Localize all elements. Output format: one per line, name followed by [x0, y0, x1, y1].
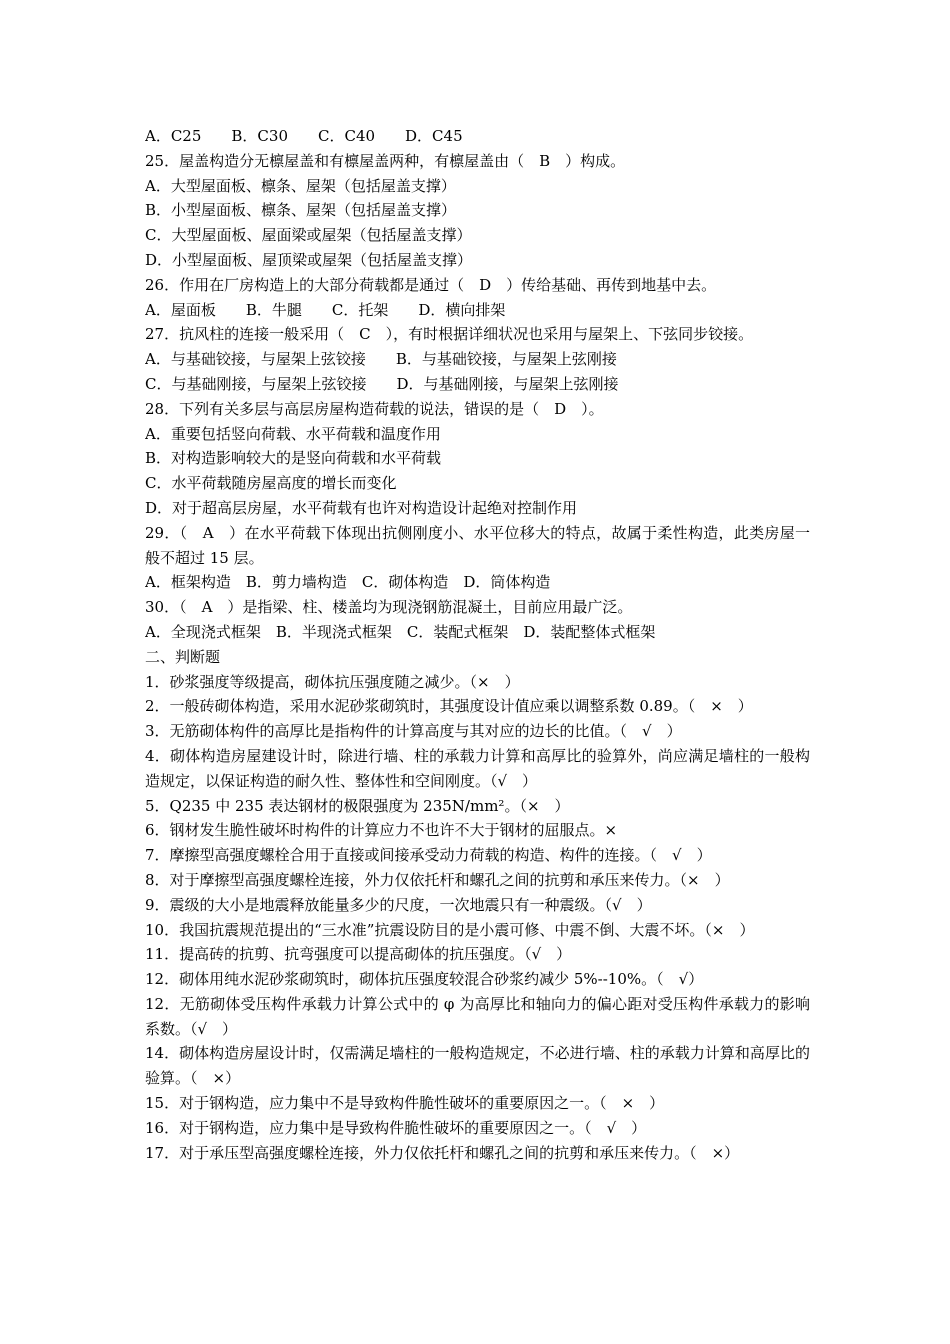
text-line: B．对构造影响较大的是竖向荷载和水平荷载 — [145, 449, 442, 468]
text-line: 16．对于钢构造，应力集中是导致构件脆性破坏的重要原因之一。（ √ ） — [145, 1118, 647, 1137]
text-paragraph: 10．我国抗震规范提出的“三水准”抗震设防目的是小震可修、中震不倒、大震不坏。（× ） — [145, 920, 755, 939]
text-paragraph: 12．无筋砌体受压构件承载力计算公式中的 φ 为高厚比和轴向力的偏心距对受压构件承载力的影响系数。（√ ） — [145, 994, 810, 1038]
text-line: 28．下列有关多层与高层房屋构造荷载的说法，错误的是（ D ）。 — [145, 399, 604, 418]
text-line: B．小型屋面板、檩条、屋架（包括屋盖支撑） — [145, 201, 457, 220]
text-line: 12．砌体用纯水泥砂浆砌筑时，砌体抗压强度较混合砂浆约减少 5%--10%。（ √） — [145, 970, 704, 989]
text-paragraph: 17．对于承压型高强度螺栓连接，外力仅依托杆和螺孔之间的抗剪和承压来传力。（ ×） — [145, 1143, 740, 1162]
text-line: A．框架构造 B．剪力墙构造 C．砌体构造 D．筒体构造 — [145, 573, 551, 592]
text-paragraph: 14．砌体构造房屋设计时，仅需满足墙柱的一般构造规定，不必进行墙、柱的承载力计算和高厚比的验算。（ ×） — [145, 1044, 810, 1088]
text-line: 5．Q235 中 235 表达钢材的极限强度为 235N/mm²。（× ） — [145, 796, 570, 815]
text-line: 25．屋盖构造分无檩屋盖和有檩屋盖两种，有檩屋盖由（ B ）构成。 — [145, 151, 626, 170]
text-paragraph: 29．（ A ）在水平荷载下体现出抗侧刚度小、水平位移大的特点，故属于柔性构造，此类房屋一般不超过 15 层。 — [145, 523, 810, 567]
text-line: 8．对于摩擦型高强度螺栓连接，外力仅依托杆和螺孔之间的抗剪和承压来传力。（× ） — [145, 870, 730, 889]
text-line: 9．震级的大小是地震释放能量多少的尺度，一次地震只有一种震级。（√ ） — [145, 895, 652, 914]
text-line: A．全现浇式框架 B．半现浇式框架 C．装配式框架 D．装配整体式框架 — [145, 622, 656, 641]
text-paragraph: 4．砌体构造房屋建设计时，除进行墙、柱的承载力计算和高厚比的验算外，尚应满足墙柱的一般构造规定，以保证构造的耐久性、整体性和空间刚度。（√ ） — [145, 746, 810, 790]
text-line: A．大型屋面板、檩条、屋架（包括屋盖支撑） — [145, 176, 456, 195]
text-line: A．重要包括竖向荷载、水平荷载和温度作用 — [145, 424, 441, 443]
text-line: 2．一般砖砌体构造，采用水泥砂浆砌筑时，其强度设计值应乘以调整系数 0.89。（ × ） — [145, 697, 753, 716]
text-line: 6．钢材发生脆性破坏时构件的计算应力不也许不大于钢材的屈服点。× — [145, 821, 618, 840]
text-line: 二、判断题 — [145, 647, 221, 666]
text-line: C．水平荷载随房屋高度的增长而变化 — [145, 474, 397, 493]
text-line: 30．（ A ）是指梁、柱、楼盖均为现浇钢筋混凝土，目前应用最广泛。 — [145, 598, 633, 617]
document-body — [145, 124, 810, 1165]
text-line: 1．砂浆强度等级提高，砌体抗压强度随之减少。（× ） — [145, 672, 520, 691]
text-line: C．大型屋面板、屋面梁或屋架（包括屋盖支撑） — [145, 226, 472, 245]
text-line: 15．对于钢构造，应力集中不是导致构件脆性破坏的重要原因之一。（ × ） — [145, 1094, 665, 1113]
text-line: 27．抗风柱的连接一般采用（ C ），有时根据详细状况也采用与屋架上、下弦同步铰接。 — [145, 325, 754, 344]
text-line: D．对于超高层房屋，水平荷载有也许对构造设计起绝对控制作用 — [145, 498, 578, 517]
text-line: 3．无筋砌体构件的高厚比是指构件的计算高度与其对应的边长的比值。（ √ ） — [145, 722, 682, 741]
text-line: 26．作用在厂房构造上的大部分荷载都是通过（ D ）传给基础、再传到地基中去。 — [145, 275, 717, 294]
text-line: 7．摩擦型高强度螺栓合用于直接或间接承受动力荷载的构造、构件的连接。（ √ ） — [145, 846, 712, 865]
text-line: 11．提高砖的抗剪、抗弯强度可以提高砌体的抗压强度。（√ ） — [145, 945, 572, 964]
text-line: A．与基础铰接，与屋架上弦铰接 B．与基础铰接，与屋架上弦刚接 — [145, 350, 617, 369]
text-line: D．小型屋面板、屋顶梁或屋架（包括屋盖支撑） — [145, 250, 473, 269]
text-line: C．与基础刚接，与屋架上弦铰接 D．与基础刚接，与屋架上弦刚接 — [145, 374, 619, 393]
text-line: A．C25 B．C30 C．C40 D．C45 — [145, 127, 463, 145]
text-line: A．屋面板 B．牛腿 C．托架 D．横向排架 — [145, 300, 506, 319]
